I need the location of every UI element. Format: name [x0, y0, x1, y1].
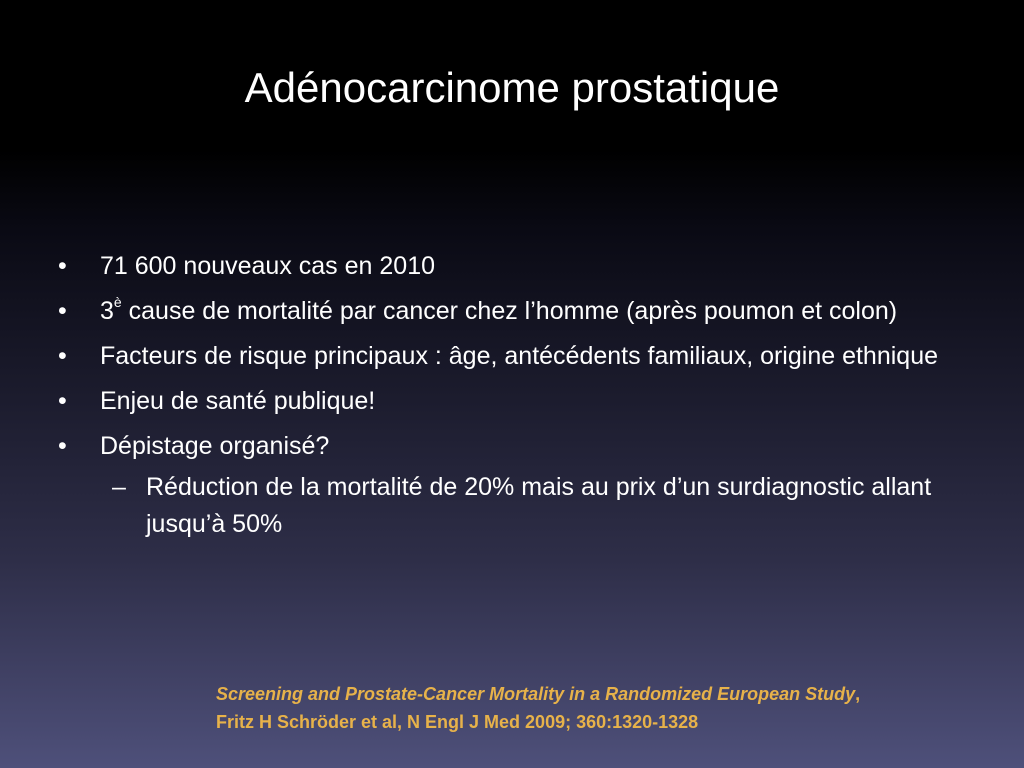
citation-title: Screening and Prostate-Cancer Mortality in a Randomized European Study: [216, 684, 856, 704]
bullet-item: [58, 248, 968, 285]
bullet-marker: •: [58, 252, 67, 280]
bullet-text: Dépistage organisé?: [100, 432, 330, 460]
bullet-prefix: 3: [100, 297, 114, 325]
bullet-text: Enjeu de santé publique!: [100, 387, 376, 415]
citation-reference: [216, 680, 996, 736]
bullet-item: [58, 428, 968, 543]
citation-source: Fritz H Schröder et al, N Engl J Med 2009; 360:1320-1328: [216, 712, 699, 732]
bullet-marker: •: [58, 297, 67, 325]
bullet-item: [58, 293, 968, 330]
bullet-marker: •: [58, 432, 67, 460]
citation-separator: ,: [855, 684, 861, 704]
bullet-text: 71 600 nouveaux cas en 2010: [100, 252, 435, 280]
sub-bullet-list: [100, 469, 968, 543]
bullet-item: [58, 338, 968, 375]
bullet-text: Facteurs de risque principaux : âge, antécédents familiaux, origine ethnique: [100, 342, 939, 370]
bullet-marker: •: [58, 342, 67, 370]
sub-bullet-marker: –: [112, 473, 126, 501]
bullet-text: cause de mortalité par cancer chez l’homme (après poumon et colon): [121, 297, 898, 325]
bullet-superscript: è: [113, 294, 122, 310]
bullet-marker: •: [58, 387, 67, 415]
sub-bullet-text: Réduction de la mortalité de 20% mais au prix d’un surdiagnostic allant jusqu’à 50%: [146, 473, 932, 538]
bullet-item: [58, 383, 968, 420]
slide-title: Adénocarcinome prostatique: [244, 64, 780, 111]
sub-bullet-item: [100, 469, 968, 543]
bullet-list: [58, 248, 968, 551]
